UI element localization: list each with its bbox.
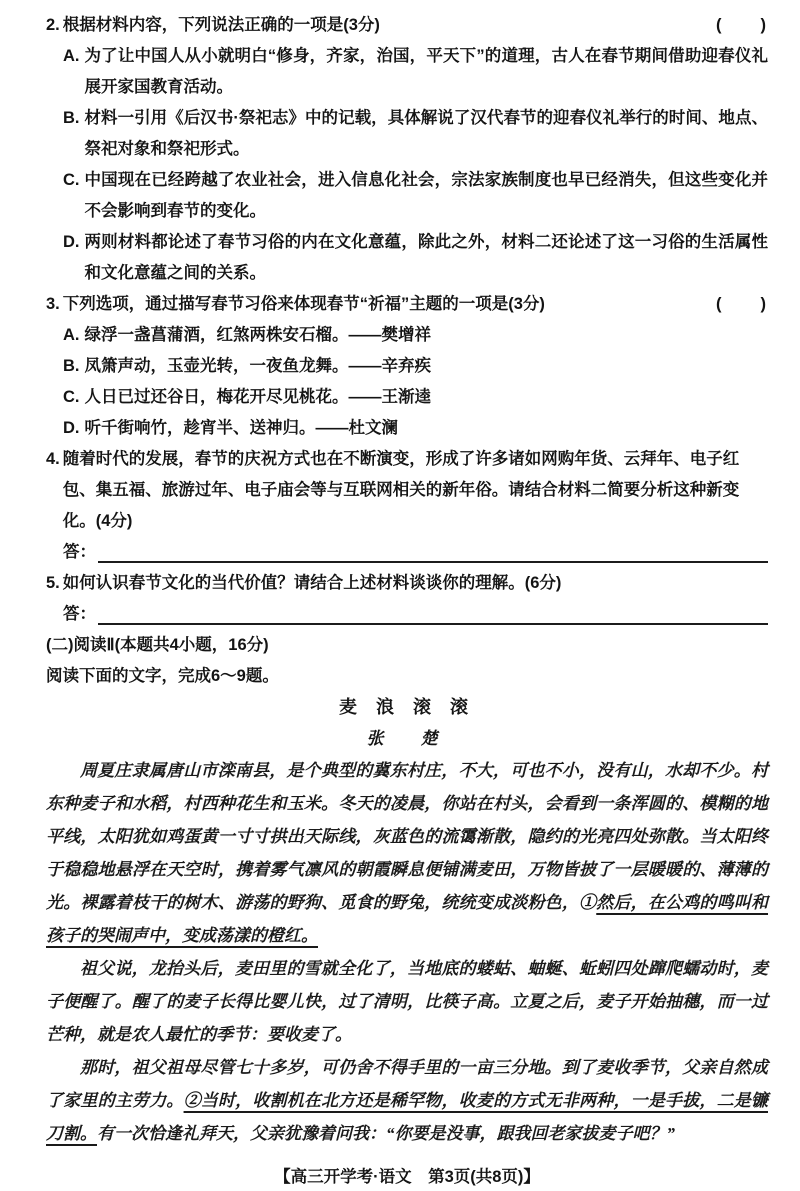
question-4 — [46, 444, 768, 568]
option-label: A. — [63, 47, 80, 65]
underlined-segment-1: 然后，在公鸡的鸣叫和孩子的哭闹声中，变成荡漾的橙红。 — [46, 893, 769, 945]
passage-author: 张 楚 — [366, 729, 448, 748]
option-label: B. — [63, 109, 80, 127]
answer-bracket: ( ) — [716, 295, 768, 313]
question-2 — [46, 10, 768, 289]
question-stem: 下列选项，通过描写春节习俗来体现春节“祈福”主题的一项是(3分) — [62, 295, 545, 313]
option-text: 材料一引用《后汉书·祭祀志》中的记载，具体解说了汉代春节的迎春仪礼举行的时间、地点、祭祀对象和祭祀形式。 — [84, 109, 768, 158]
answer-bracket: ( ) — [716, 16, 768, 34]
question-number: 5. — [46, 574, 60, 592]
option-label: B. — [63, 357, 80, 375]
answer-label: 答： — [63, 543, 96, 561]
option-label: C. — [63, 388, 80, 406]
passage-title: 麦 浪 滚 滚 — [338, 697, 475, 717]
paragraph-text: 那时，祖父祖母尽管七十多岁，可仍舍不得手里的一亩三分地。到了麦收季节，父亲自然成了家里的主劳力。 — [46, 1058, 768, 1110]
question-number: 3. — [46, 295, 60, 313]
question-2-stem-row — [46, 10, 768, 41]
question-4-answer-row — [46, 537, 768, 568]
question-5-stem-row — [46, 568, 768, 599]
question-5 — [46, 568, 768, 630]
answer-label: 答： — [63, 605, 96, 623]
question-number: 2. — [46, 16, 60, 34]
question-2-option-a — [46, 41, 768, 103]
paragraph-2 — [46, 952, 768, 1051]
question-3 — [46, 289, 768, 444]
option-label: D. — [63, 233, 80, 251]
paragraph-1 — [46, 754, 768, 952]
paragraph-text: 周夏庄隶属唐山市滦南县，是个典型的冀东村庄，不大，可也不小，没有山，水却不少。村东种麦子和水稻，村西种花生和玉米。冬天的凌晨，你站在村头，会看到一条浑圆的、模糊的地平线，太阳犹如鸡蛋黄一寸寸拱出天际线，灰蓝色的流霭渐散，隐约的光亮四处弥散。当太阳终于稳稳地悬浮在天空时，携着雾气凛风的朝霞瞬息便铺满麦田，万物皆披了一层暖暖的、薄薄的光。裸露着枝干的树木、游荡的野狗、觅食的野兔，统统变成淡粉色，① — [46, 761, 768, 912]
underlined-segment-2: ②当时，收割机在北方还是稀罕物，收麦的方式无非两种，一是手拔，二是镰刀割。 — [46, 1091, 768, 1143]
option-label: C. — [63, 171, 80, 189]
option-text: 绿浮一盏菖蒲酒，红煞两株安石榴。——樊增祥 — [84, 326, 431, 344]
option-label: A. — [63, 326, 80, 344]
answer-blank-line — [98, 623, 768, 625]
option-text: 人日已过还谷日，梅花开尽见桃花。——王渐逵 — [84, 388, 431, 406]
answer-blank-line — [98, 561, 768, 563]
question-stem: 如何认识春节文化的当代价值？请结合上述材料谈谈你的理解。(6分) — [62, 574, 562, 592]
option-text: 听千街响竹，趁宵半、送神归。——杜文澜 — [84, 419, 398, 437]
question-stem: 根据材料内容，下列说法正确的一项是(3分) — [62, 16, 380, 34]
reading-instruction: 阅读下面的文字，完成6～9题。 — [46, 667, 279, 685]
question-3-stem-row — [46, 289, 768, 320]
option-label: D. — [63, 419, 80, 437]
option-text: 两则材料都论述了春节习俗的内在文化意蕴，除此之外，材料二还论述了这一习俗的生活属性和文化意蕴之间的关系。 — [84, 233, 768, 282]
question-stem: 随着时代的发展，春节的庆祝方式也在不断演变，形成了许多诸如网购年货、云拜年、电子红包、集五福、旅游过年、电子庙会等与互联网相关的新年俗。请结合材料二简要分析这种新变化。(4分) — [62, 450, 740, 530]
question-2-option-d — [46, 227, 768, 289]
question-2-option-c — [46, 165, 768, 227]
passage-body — [46, 754, 768, 1150]
question-3-option-d — [46, 413, 768, 444]
paragraph-text: 有一次恰逢礼拜天，父亲犹豫着问我：“你要是没事，跟我回老家拔麦子吧？” — [97, 1124, 675, 1143]
question-5-answer-row — [46, 599, 768, 630]
option-text: 中国现在已经跨越了农业社会，进入信息化社会，宗法家族制度也早已经消失，但这些变化并不会影响到春节的变化。 — [84, 171, 768, 220]
question-number: 4. — [46, 450, 60, 468]
question-3-option-b — [46, 351, 768, 382]
question-3-option-a — [46, 320, 768, 351]
question-3-option-c — [46, 382, 768, 413]
page-footer: 【高三开学考·语文 第3页(共8页)】 — [274, 1168, 540, 1186]
question-2-option-b — [46, 103, 768, 165]
section-heading: (二)阅读Ⅱ(本题共4小题，16分) — [46, 636, 269, 654]
option-text: 凤箫声动，玉壶光转，一夜鱼龙舞。——辛弃疾 — [84, 357, 431, 375]
option-text: 为了让中国人从小就明白“修身，齐家，治国，平天下”的道理，古人在春节期间借助迎春仪礼展开家国教育活动。 — [84, 47, 768, 96]
paragraph-text: 祖父说，龙抬头后，麦田里的雪就全化了，当地底的蝼蛄、蚰蜒、蚯蚓四处蹿爬蠕动时，麦子便醒了。醒了的麦子长得比婴儿快，过了清明，比筷子高。立夏之后，麦子开始抽穗，而一过芒种，就是农人最忙的季节：要收麦了。 — [46, 959, 768, 1044]
paragraph-3 — [46, 1051, 768, 1150]
question-4-stem-row — [46, 444, 768, 537]
